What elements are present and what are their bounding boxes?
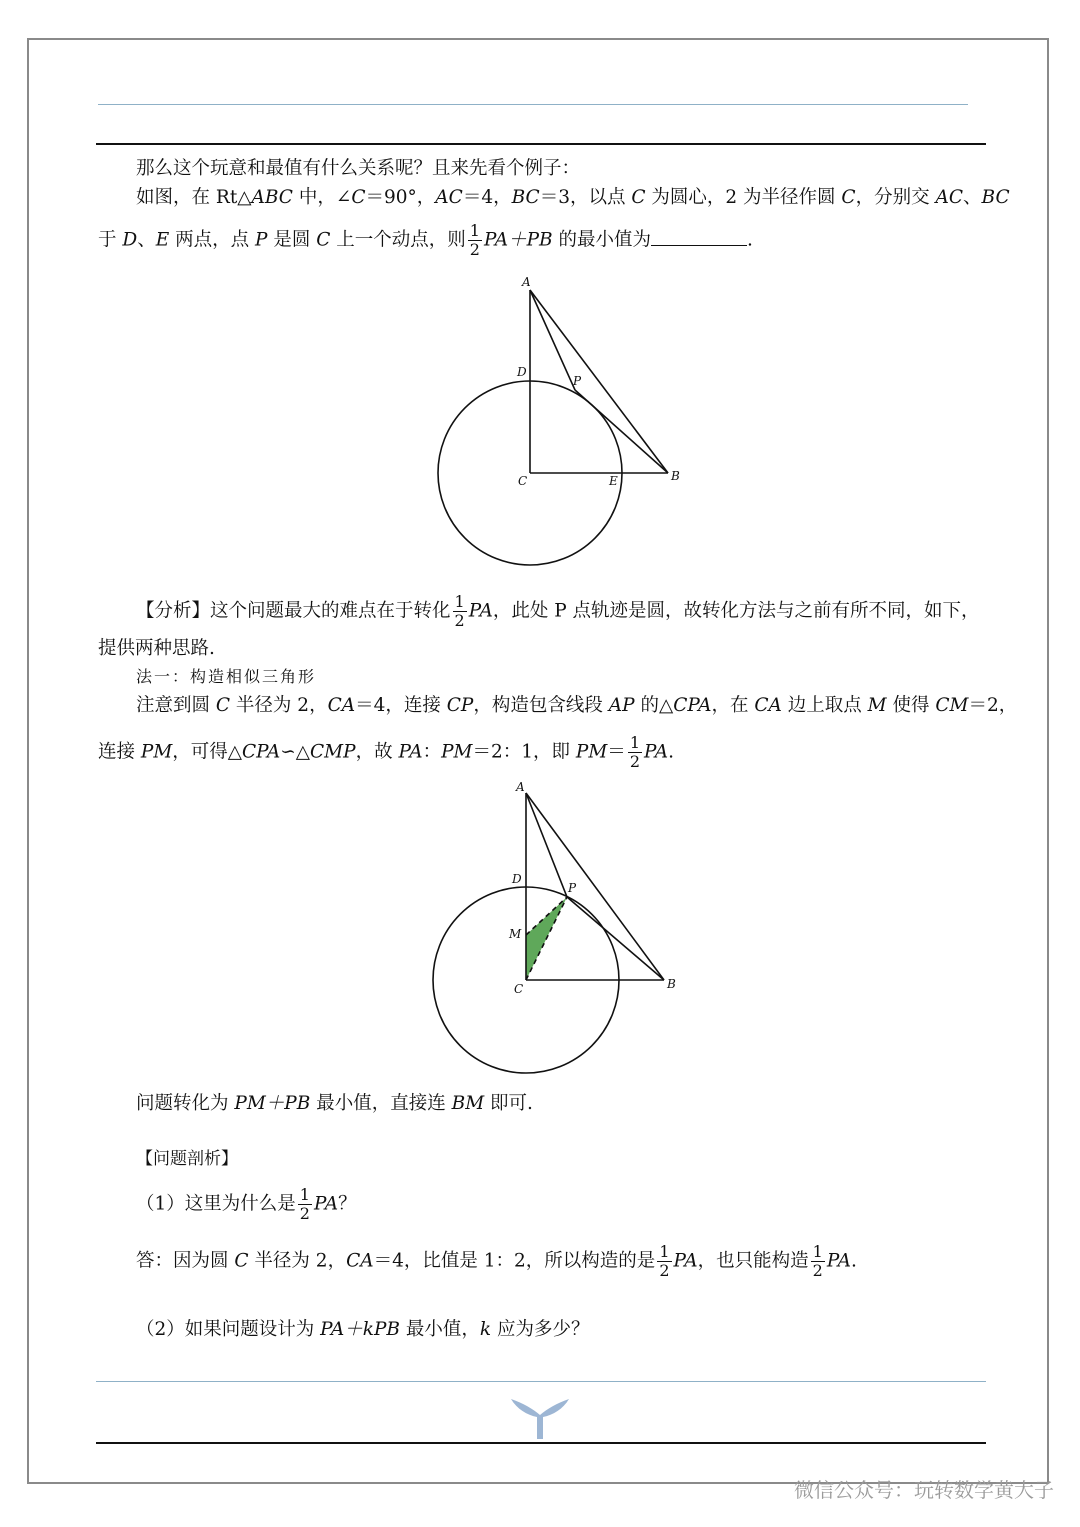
intro-text: 那么这个玩意和最值有什么关系呢？且来先看个例子： (136, 158, 581, 179)
question-2: （2）如果问题设计为 PA＋kPB 最小值，k 应为多少？ (136, 1319, 590, 1340)
label-m: M (509, 927, 522, 941)
question-1: （1）这里为什么是 $\frac{1}{2}$ PA？ (136, 1185, 357, 1223)
figure-1 (420, 270, 700, 570)
fraction-half: $\frac{1}{2}$ (469, 221, 480, 259)
watermark: 微信公众号：玩转数学黄大子 (794, 1478, 1054, 1502)
label-p: P (573, 374, 582, 388)
qa-heading: 【问题剖析】 (136, 1149, 238, 1169)
method-heading: 法一：构造相似三角形 (136, 667, 317, 686)
label-d: D (512, 872, 522, 886)
segment-ab (530, 290, 668, 473)
figure-2 (420, 775, 700, 1080)
method1-line-2: 连接 PM，可得△CPA∽△CMP，故 PA：PM＝2：1，即 PM＝ $\frac{1}{2}$ PA. (98, 733, 675, 771)
label-c: C (518, 474, 528, 488)
answer-1: 答：因为圆 C 半径为 2，CA＝4，比值是 1：2，所以构造的是 $\frac{1}{2}$ PA，也只能构造 $\frac{1}{2}$ PA. (136, 1242, 857, 1280)
header-rule-black (96, 143, 986, 145)
label-d: D (517, 365, 527, 379)
label-e: E (609, 474, 618, 488)
method1-line-1: 注意到圆 C 半径为 2，CA＝4，连接 CP，构造包含线段 AP 的△CPA，在 CA 边上取点 M 使得 CM＝2， (136, 695, 1018, 716)
problem-line-1: 如图，在 Rt△ABC 中，∠C＝90°，AC＝4，BC＝3，以点 C 为圆心，2 为半径作圆 C，分别交 AC、BC (136, 187, 1010, 208)
answer-blank (651, 227, 747, 246)
problem-line-2: 于 D、E 两点，点 P 是圆 C 上一个动点，则 $\frac{1}{2}$ PA＋PB 的最小值为 . (98, 221, 753, 259)
analysis-line-2: 提供两种思路. (98, 638, 215, 659)
segment-pb (567, 897, 664, 980)
label-p: P (568, 881, 577, 895)
header-rule-blue (98, 104, 968, 105)
label-a: A (516, 780, 525, 794)
segment-ap (526, 793, 567, 897)
footer-rule-blue (96, 1381, 986, 1382)
label-c: C (514, 982, 524, 996)
segment-ab (526, 793, 664, 980)
label-b: B (667, 977, 676, 991)
footer-logo-icon (505, 1393, 575, 1441)
analysis-line-1: 【分析】这个问题最大的难点在于转化 $\frac{1}{2}$ PA，此处 P 点轨迹是圆，故转化方法与之前有所不同，如下， (136, 592, 980, 630)
footer-rule-black (96, 1442, 986, 1444)
conclusion-text: 问题转化为 PM＋PB 最小值，直接连 BM 即可. (136, 1093, 533, 1114)
label-a: A (522, 275, 531, 289)
label-b: B (671, 469, 680, 483)
